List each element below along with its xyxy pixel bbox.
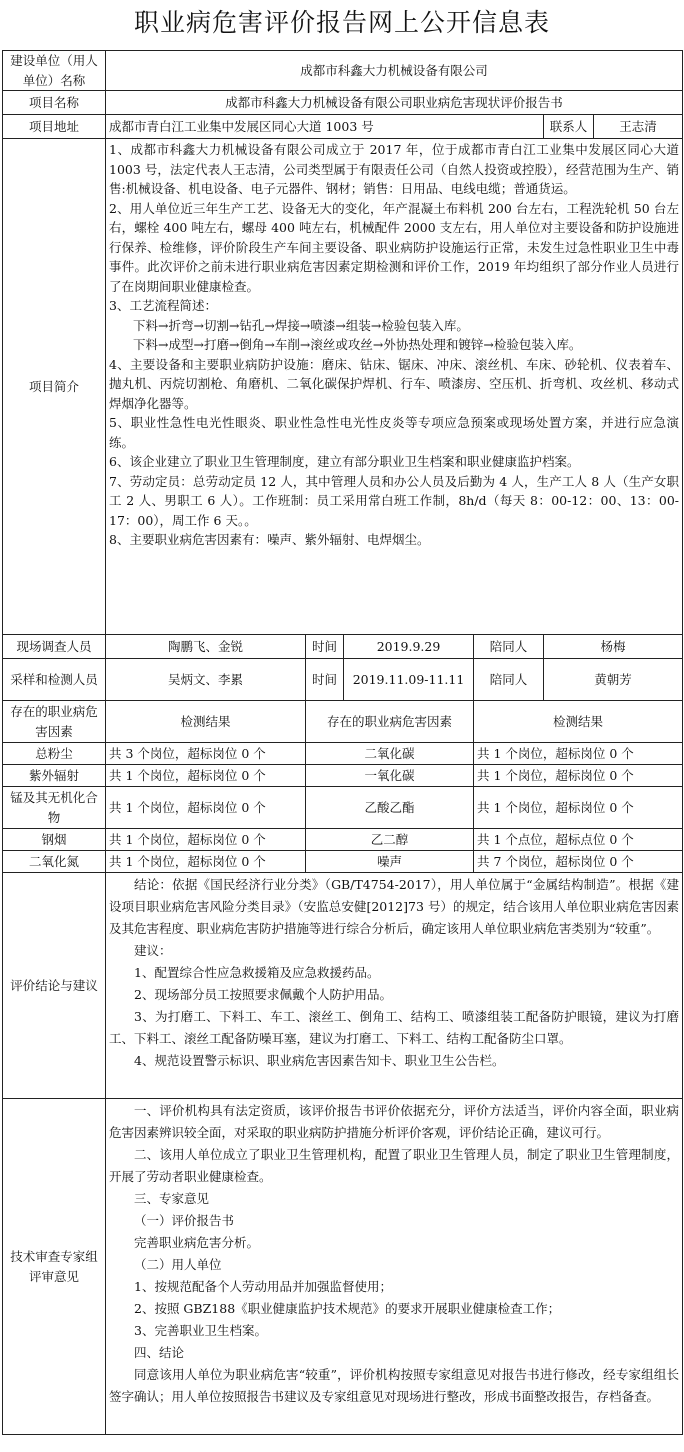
hazard-result: 共 3 个岗位，超标岗位 0 个 xyxy=(106,743,306,765)
review-p7: 1、按规范配备个人劳动用品并加强监督使用； xyxy=(134,1279,392,1294)
intro-p1: 1、成都市科鑫大力机械设备有限公司成立于 2017 年，位于成都市青白江工业集中发展区同心大道 1003 号，法定代表人王志清，公司类型属于有限责任公司（自然人投资或控股），经营范围为生产、销售:机械设备、机电设备、电子元器件、钢材；销售：日用品、电线电缆；普通货运。 xyxy=(109,142,680,196)
info-table xyxy=(2,50,683,1435)
intro-p6: 6、该企业建立了职业卫生管理制度，建立有部分职业卫生档案和职业健康监护档案。 xyxy=(109,454,580,469)
project-address-value: 成都市青白江工业集中发展区同心大道 1003 号 xyxy=(106,115,544,139)
review-p5: 完善职业病危害分析。 xyxy=(134,1235,260,1250)
sampling-time: 2019.11.09-11.11 xyxy=(344,659,474,701)
review-content xyxy=(106,1099,683,1435)
hazard-factor: 噪声 xyxy=(306,851,474,873)
hazard-header-result-1: 检测结果 xyxy=(106,701,306,743)
survey-time: 2019.9.29 xyxy=(344,635,474,659)
survey-persons: 陶鹏飞、金锐 xyxy=(106,635,306,659)
hazard-row xyxy=(3,743,683,765)
hazard-factor: 乙二醇 xyxy=(306,829,474,851)
intro-p3: 3、工艺流程简述： xyxy=(109,298,217,313)
sampling-label: 采样和检测人员 xyxy=(3,659,106,701)
conclusion-suggest-4: 4、规范设置警示标识、职业病危害因素告知卡、职业卫生公告栏。 xyxy=(134,1053,505,1068)
review-p8: 2、按照 GBZ188《职业健康监护技术规范》的要求开展职业健康检查工作； xyxy=(134,1301,561,1316)
sampling-accompany: 黄朝芳 xyxy=(544,659,683,701)
conclusion-content xyxy=(106,873,683,1099)
contact-value: 王志清 xyxy=(594,115,683,139)
review-p9: 3、完善职业卫生档案。 xyxy=(134,1323,267,1338)
review-row xyxy=(3,1099,683,1435)
intro-p4: 4、主要设备和主要职业病防护设施：磨床、钻床、锯床、冲床、滚丝机、车床、砂轮机、仪表着车、抛丸机、丙烷切割枪、角磨机、二氧化碳保护焊机、行车、喷漆房、空压机、折弯机、攻丝机、移动式焊烟净化器等。 xyxy=(109,356,680,411)
hazard-factor: 钢烟 xyxy=(3,829,106,851)
survey-row xyxy=(3,635,683,659)
unit-value: 成都市科鑫大力机械设备有限公司 xyxy=(106,51,683,91)
review-p6: （二）用人单位 xyxy=(134,1257,222,1272)
hazard-factor: 二氧化氮 xyxy=(3,851,106,873)
unit-row xyxy=(3,51,683,91)
conclusion-label: 评价结论与建议 xyxy=(3,873,106,1099)
review-p4: （一）评价报告书 xyxy=(134,1213,235,1228)
review-p3: 三、专家意见 xyxy=(134,1191,210,1206)
hazard-result: 共 1 个岗位，超标岗位 0 个 xyxy=(474,765,683,787)
sampling-persons: 吴炳文、李累 xyxy=(106,659,306,701)
survey-label: 现场调查人员 xyxy=(3,635,106,659)
hazard-factor: 一氧化碳 xyxy=(306,765,474,787)
hazard-result: 共 1 个岗位，超标岗位 0 个 xyxy=(106,829,306,851)
hazard-factor: 总粉尘 xyxy=(3,743,106,765)
hazard-result: 共 1 个岗位，超标岗位 0 个 xyxy=(474,743,683,765)
conclusion-suggest-heading: 建议： xyxy=(134,943,172,958)
review-p2: 二、该用人单位成立了职业卫生管理机构，配置了职业卫生管理人员，制定了职业卫生管理制度，开展了劳动者职业健康检查。 xyxy=(109,1147,680,1184)
hazard-factor: 锰及其无机化合物 xyxy=(3,787,106,829)
intro-p5: 5、职业性急性电光性眼炎、职业性急性电光性皮炎等专项应急预案或现场处置方案，并进行应急演练。 xyxy=(109,415,680,450)
hazard-header-result-2: 检测结果 xyxy=(474,701,683,743)
hazard-result: 共 1 个岗位，超标岗位 0 个 xyxy=(106,851,306,873)
sampling-row xyxy=(3,659,683,701)
sampling-time-label: 时间 xyxy=(306,659,344,701)
hazard-result: 共 1 个岗位，超标岗位 0 个 xyxy=(106,765,306,787)
project-name-value: 成都市科鑫大力机械设备有限公司职业病危害现状评价报告书 xyxy=(106,91,683,115)
contact-label: 联系人 xyxy=(544,115,594,139)
intro-label: 项目简介 xyxy=(3,139,106,635)
review-p1: 一、评价机构具有法定资质，该评价报告书评价依据充分，评价方法适当，评价内容全面，职业病危害因素辨识较全面，对采取的职业病防护措施分析评价客观，评价结论正确，建议可行。 xyxy=(109,1103,680,1140)
hazard-result: 共 7 个岗位，超标岗位 0 个 xyxy=(474,851,683,873)
conclusion-p1: 结论：依据《国民经济行业分类》（GB/T4754-2017），用人单位属于“金属结构制造”。根据《建设项目职业病危害风险分类目录》（安监总安健[2012]73 号）的规定，结合该用人单位职业病危害因素及其危害程度、职业病危害防护措施等进行综合分析后，确定该用人单位职业病危害类别为“较重”。 xyxy=(109,877,680,936)
hazard-row xyxy=(3,787,683,829)
hazard-header-factor-1: 存在的职业病危害因素 xyxy=(3,701,106,743)
intro-p7: 7、劳动定员：总劳动定员 12 人，其中管理人员和办公人员及后勤为 4 人，生产工人 8 人（生产女职工 2 人、男职工 6 人）。工作班制：员工采用常白班工作制，8h/d（每天 8：00-12：00、13：00-17：00），周工作 6 天。。 xyxy=(109,473,680,528)
hazard-result: 共 1 个岗位，超标岗位 0 个 xyxy=(106,787,306,829)
project-name-row xyxy=(3,91,683,115)
intro-row xyxy=(3,139,683,635)
sampling-accompany-label: 陪同人 xyxy=(474,659,544,701)
intro-p8: 8、主要职业病危害因素有：噪声、紫外辐射、电焊烟尘。 xyxy=(109,532,430,547)
intro-p2: 2、用人单位近三年生产工艺、设备无大的变化，年产混凝土布料机 200 台左右，工程洗轮机 50 台左右，螺栓 400 吨左右，螺母 400 吨左右，机械配件 2000 支左右，用人单位对主要设备和防护设施进行保养、检维修，评价阶段生产车间主要设备、职业病防护设施运行正常，未发生过急性职业卫生中毒事件。此次评价之前未进行职业病危害因素定期检测和评价工作，2019 年均组织了部分作业人员进行了在岗期间职业健康检查。 xyxy=(109,200,680,294)
page-title: 职业病危害评价报告网上公开信息表 xyxy=(133,8,550,37)
hazard-result: 共 1 个岗位，超标岗位 0 个 xyxy=(474,787,683,829)
intro-flow-2: 下料→成型→打磨→倒角→车削→滚丝或攻丝→外协热处理和镀锌→检验包装入库。 xyxy=(133,337,582,352)
review-label: 技术审查专家组评审意见 xyxy=(3,1099,106,1435)
survey-accompany-label: 陪同人 xyxy=(474,635,544,659)
project-name-label: 项目名称 xyxy=(3,91,106,115)
review-p11: 同意该用人单位为职业病危害“较重”，评价机构按照专家组意见对报告书进行修改，经专家组组长签字确认；用人单位按照报告书建议及专家组意见对现场进行整改，形成书面整改报告，存档备查。 xyxy=(109,1367,680,1404)
conclusion-row xyxy=(3,873,683,1099)
hazard-row xyxy=(3,829,683,851)
unit-label: 建设单位（用人单位）名称 xyxy=(3,51,106,91)
hazard-row xyxy=(3,851,683,873)
review-p10: 四、结论 xyxy=(134,1345,185,1360)
survey-accompany: 杨梅 xyxy=(544,635,683,659)
intro-content xyxy=(106,139,683,635)
conclusion-suggest-3: 3、为打磨工、下料工、车工、滚丝工、倒角工、结构工、喷漆组装工配备防护眼镜，建议为打磨工、下料工、滚丝工配备防噪耳塞，建议为打磨工、下料工、结构工配备防尘口罩。 xyxy=(109,1009,680,1046)
hazard-result: 共 1 个点位，超标点位 0 个 xyxy=(474,829,683,851)
conclusion-suggest-2: 2、现场部分员工按照要求佩戴个人防护用品。 xyxy=(134,987,392,1002)
intro-flow-1: 下料→折弯→切割→钻孔→焊接→喷漆→组装→检验包装入库。 xyxy=(133,317,469,333)
project-address-label: 项目地址 xyxy=(3,115,106,139)
hazard-factor: 二氧化碳 xyxy=(306,743,474,765)
conclusion-suggest-1: 1、配置综合性应急救援箱及应急救援药品。 xyxy=(134,965,380,980)
hazard-header-row xyxy=(3,701,683,743)
hazard-header-factor-2: 存在的职业病危害因素 xyxy=(306,701,474,743)
survey-time-label: 时间 xyxy=(306,635,344,659)
project-address-row xyxy=(3,115,683,139)
hazard-factor: 紫外辐射 xyxy=(3,765,106,787)
hazard-row xyxy=(3,765,683,787)
hazard-factor: 乙酸乙酯 xyxy=(306,787,474,829)
